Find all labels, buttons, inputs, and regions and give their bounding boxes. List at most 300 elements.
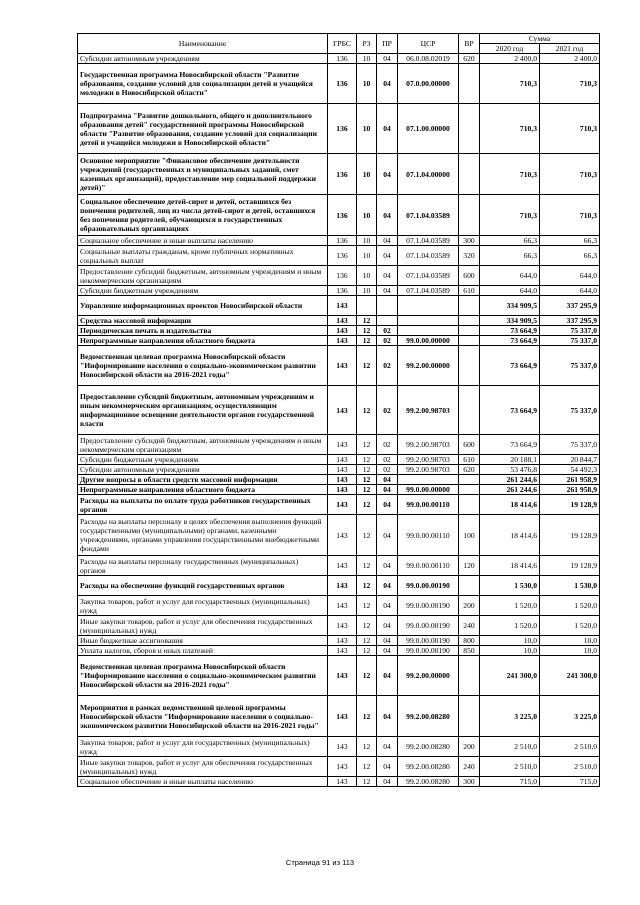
cell-vr: 610 bbox=[459, 455, 480, 465]
cell-rz: 12 bbox=[357, 455, 377, 465]
table-row bbox=[78, 296, 600, 316]
header-year-2021: 2021 год bbox=[540, 44, 600, 54]
cell-2021: 75 337,0 bbox=[540, 326, 600, 336]
cell-csr: 07.1.04.03589 bbox=[398, 236, 459, 246]
cell-2020: 334 909,5 bbox=[480, 316, 540, 326]
table-row bbox=[78, 495, 600, 515]
cell-csr: 99.2.00.08280 bbox=[398, 777, 459, 787]
cell-vr: 620 bbox=[459, 465, 480, 475]
cell-2020: 710,3 bbox=[480, 64, 540, 104]
table-row bbox=[78, 737, 600, 757]
cell-pr: 04 bbox=[377, 195, 398, 236]
cell-csr: 99.2.00.08280 bbox=[398, 737, 459, 757]
cell-rz: 12 bbox=[357, 316, 377, 326]
cell-pr: 04 bbox=[377, 266, 398, 286]
cell-grbs: 136 bbox=[328, 154, 357, 195]
cell-2020: 10,0 bbox=[480, 646, 540, 656]
cell-pr: 04 bbox=[377, 475, 398, 485]
cell-2020: 73 664,9 bbox=[480, 326, 540, 336]
table-row bbox=[78, 465, 600, 475]
cell-rz: 10 bbox=[357, 54, 377, 64]
header-pr: ПР bbox=[377, 34, 398, 54]
cell-pr: 04 bbox=[377, 616, 398, 636]
cell-grbs: 143 bbox=[328, 455, 357, 465]
cell-grbs: 136 bbox=[328, 104, 357, 154]
cell-pr: 02 bbox=[377, 435, 398, 455]
cell-grbs: 143 bbox=[328, 696, 357, 737]
cell-vr: 600 bbox=[459, 266, 480, 286]
cell-name: Предоставление субсидий бюджетным, автономным учреждениям и иным некоммерческим организациям, осуществляющим информационное освещение деятельности органов государственной власти bbox=[78, 386, 328, 435]
cell-2021: 261 958,9 bbox=[540, 485, 600, 495]
cell-name: Социальное обеспечение и иные выплаты населению bbox=[78, 236, 328, 246]
table-row bbox=[78, 596, 600, 616]
cell-csr bbox=[398, 475, 459, 485]
cell-pr: 04 bbox=[377, 154, 398, 195]
cell-2021: 19 128,9 bbox=[540, 495, 600, 515]
table-row bbox=[78, 386, 600, 435]
table-header bbox=[78, 34, 600, 54]
cell-name: Расходы на выплаты персоналу государственных (муниципальных) органов bbox=[78, 556, 328, 576]
cell-rz: 10 bbox=[357, 266, 377, 286]
cell-pr: 04 bbox=[377, 286, 398, 296]
cell-rz: 12 bbox=[357, 495, 377, 515]
cell-name: Средства массовой информации bbox=[78, 316, 328, 326]
cell-csr: 07.1.04.00000 bbox=[398, 154, 459, 195]
cell-2021: 241 300,0 bbox=[540, 656, 600, 696]
cell-grbs: 143 bbox=[328, 576, 357, 596]
cell-grbs: 143 bbox=[328, 296, 357, 316]
cell-name: Ведомственная целевая программа Новосибирской области "Информирование населения о социально-экономическом развитии Новосибирской области на 2016-2021 годы" bbox=[78, 656, 328, 696]
cell-pr: 04 bbox=[377, 515, 398, 556]
cell-csr bbox=[398, 316, 459, 326]
cell-name: Основное мероприятие "Финансовое обеспечение деятельности учреждений (государственных и муниципальных заданий, смет казенных организаций), предоставление мер социальной поддержки детей)" bbox=[78, 154, 328, 195]
cell-2020: 241 300,0 bbox=[480, 656, 540, 696]
cell-csr: 99.2.00.00000 bbox=[398, 346, 459, 386]
cell-vr bbox=[459, 475, 480, 485]
cell-grbs: 143 bbox=[328, 737, 357, 757]
cell-pr: 04 bbox=[377, 236, 398, 246]
table-row bbox=[78, 246, 600, 266]
cell-csr: 99.0.00.00110 bbox=[398, 556, 459, 576]
cell-2021: 710,3 bbox=[540, 104, 600, 154]
cell-name: Иные закупки товаров, работ и услуг для обеспечения государственных (муниципальных) нужд bbox=[78, 616, 328, 636]
cell-pr: 02 bbox=[377, 336, 398, 346]
cell-csr: 99.2.00.98703 bbox=[398, 386, 459, 435]
cell-vr bbox=[459, 316, 480, 326]
header-year-2020: 2020 год bbox=[480, 44, 540, 54]
cell-2021: 644,0 bbox=[540, 266, 600, 286]
cell-vr bbox=[459, 104, 480, 154]
header-rz: РЗ bbox=[357, 34, 377, 54]
cell-vr bbox=[459, 154, 480, 195]
cell-vr bbox=[459, 696, 480, 737]
cell-2021: 75 337,0 bbox=[540, 336, 600, 346]
cell-csr: 99.2.00.98703 bbox=[398, 455, 459, 465]
cell-2020: 73 664,9 bbox=[480, 386, 540, 435]
cell-2021: 1 520,0 bbox=[540, 596, 600, 616]
table-row bbox=[78, 455, 600, 465]
cell-name: Расходы на обеспечение функций государственных органов bbox=[78, 576, 328, 596]
table-row bbox=[78, 576, 600, 596]
cell-vr: 300 bbox=[459, 236, 480, 246]
cell-2021: 2 400,0 bbox=[540, 54, 600, 64]
cell-rz: 12 bbox=[357, 336, 377, 346]
cell-vr: 240 bbox=[459, 757, 480, 777]
cell-rz: 12 bbox=[357, 576, 377, 596]
cell-name: Субсидии бюджетным учреждениям bbox=[78, 455, 328, 465]
cell-vr bbox=[459, 296, 480, 316]
cell-rz: 12 bbox=[357, 326, 377, 336]
table-row bbox=[78, 636, 600, 646]
cell-grbs: 143 bbox=[328, 636, 357, 646]
table-row bbox=[78, 515, 600, 556]
cell-csr: 99.2.00.08280 bbox=[398, 696, 459, 737]
cell-vr: 600 bbox=[459, 435, 480, 455]
cell-csr: 99.0.00.00190 bbox=[398, 646, 459, 656]
cell-vr: 850 bbox=[459, 646, 480, 656]
cell-csr: 07.1.04.03589 bbox=[398, 266, 459, 286]
cell-2020: 1 520,0 bbox=[480, 596, 540, 616]
cell-grbs: 143 bbox=[328, 495, 357, 515]
cell-name: Субсидии бюджетным учреждениям bbox=[78, 286, 328, 296]
cell-csr: 99.0.00.00000 bbox=[398, 485, 459, 495]
cell-2021: 710,3 bbox=[540, 154, 600, 195]
cell-2020: 53 476,8 bbox=[480, 465, 540, 475]
cell-vr: 100 bbox=[459, 515, 480, 556]
header-name: Наименование bbox=[78, 34, 328, 54]
header-csr: ЦСР bbox=[398, 34, 459, 54]
cell-grbs: 143 bbox=[328, 616, 357, 636]
cell-rz: 10 bbox=[357, 195, 377, 236]
cell-vr: 800 bbox=[459, 636, 480, 646]
cell-vr: 240 bbox=[459, 616, 480, 636]
cell-2020: 18 414,6 bbox=[480, 556, 540, 576]
cell-2021: 19 128,9 bbox=[540, 515, 600, 556]
cell-pr: 04 bbox=[377, 246, 398, 266]
cell-rz: 12 bbox=[357, 757, 377, 777]
cell-rz: 10 bbox=[357, 236, 377, 246]
cell-vr bbox=[459, 495, 480, 515]
cell-rz: 12 bbox=[357, 485, 377, 495]
cell-2020: 18 414,6 bbox=[480, 495, 540, 515]
table-row bbox=[78, 475, 600, 485]
cell-grbs: 143 bbox=[328, 316, 357, 326]
cell-vr bbox=[459, 195, 480, 236]
cell-csr: 99.2.00.00000 bbox=[398, 656, 459, 696]
cell-vr: 200 bbox=[459, 596, 480, 616]
table-row bbox=[78, 236, 600, 246]
cell-vr: 610 bbox=[459, 286, 480, 296]
cell-2021: 54 492,3 bbox=[540, 465, 600, 475]
cell-2021: 715,0 bbox=[540, 777, 600, 787]
table-row bbox=[78, 64, 600, 104]
cell-csr: 99.2.00.98703 bbox=[398, 465, 459, 475]
cell-name: Уплата налогов, сборов и иных платежей bbox=[78, 646, 328, 656]
cell-2020: 710,3 bbox=[480, 154, 540, 195]
cell-2021: 644,0 bbox=[540, 286, 600, 296]
cell-pr: 04 bbox=[377, 64, 398, 104]
cell-pr: 04 bbox=[377, 104, 398, 154]
cell-rz: 10 bbox=[357, 286, 377, 296]
table-row bbox=[78, 757, 600, 777]
cell-grbs: 143 bbox=[328, 656, 357, 696]
table-row bbox=[78, 286, 600, 296]
cell-csr: 99.0.00.00190 bbox=[398, 636, 459, 646]
header-vr: ВР bbox=[459, 34, 480, 54]
cell-2020: 66,3 bbox=[480, 246, 540, 266]
cell-2020: 710,3 bbox=[480, 104, 540, 154]
cell-2020: 66,3 bbox=[480, 236, 540, 246]
cell-csr: 07.1.04.03589 bbox=[398, 286, 459, 296]
cell-grbs: 143 bbox=[328, 596, 357, 616]
cell-2021: 10,0 bbox=[540, 636, 600, 646]
cell-2021: 3 225,0 bbox=[540, 696, 600, 737]
cell-2021: 75 337,0 bbox=[540, 346, 600, 386]
table-row bbox=[78, 154, 600, 195]
table-row bbox=[78, 485, 600, 495]
cell-csr: 99.0.00.00110 bbox=[398, 515, 459, 556]
cell-csr: 07.0.00.00000 bbox=[398, 64, 459, 104]
cell-pr: 04 bbox=[377, 757, 398, 777]
table-body bbox=[78, 54, 600, 787]
table-row bbox=[78, 616, 600, 636]
cell-2020: 1 530,0 bbox=[480, 576, 540, 596]
cell-csr bbox=[398, 326, 459, 336]
cell-vr bbox=[459, 656, 480, 696]
cell-vr bbox=[459, 336, 480, 346]
cell-pr: 02 bbox=[377, 465, 398, 475]
cell-pr: 04 bbox=[377, 485, 398, 495]
cell-grbs: 136 bbox=[328, 286, 357, 296]
cell-grbs: 143 bbox=[328, 777, 357, 787]
cell-grbs: 143 bbox=[328, 475, 357, 485]
cell-2020: 2 400,0 bbox=[480, 54, 540, 64]
cell-name: Подпрограмма "Развитие дошкольного, общего и дополнительного образования детей" государственной программы Новосибирской области "Развитие образования, создание условий для социализации детей и учащейся молодежи в Новосибирской области" bbox=[78, 104, 328, 154]
cell-pr bbox=[377, 316, 398, 326]
cell-grbs: 143 bbox=[328, 326, 357, 336]
cell-2020: 73 664,9 bbox=[480, 336, 540, 346]
cell-2020: 715,0 bbox=[480, 777, 540, 787]
cell-grbs: 143 bbox=[328, 515, 357, 556]
header-grbs: ГРБС bbox=[328, 34, 357, 54]
cell-2020: 2 510,0 bbox=[480, 737, 540, 757]
cell-pr: 04 bbox=[377, 54, 398, 64]
table-row bbox=[78, 346, 600, 386]
cell-rz: 12 bbox=[357, 475, 377, 485]
cell-2020: 18 414,6 bbox=[480, 515, 540, 556]
cell-pr: 04 bbox=[377, 646, 398, 656]
cell-csr: 06.0.08.02019 bbox=[398, 54, 459, 64]
cell-rz: 10 bbox=[357, 64, 377, 104]
cell-2021: 710,3 bbox=[540, 64, 600, 104]
cell-csr: 07.1.04.03589 bbox=[398, 195, 459, 236]
cell-vr bbox=[459, 576, 480, 596]
cell-2020: 1 520,0 bbox=[480, 616, 540, 636]
cell-rz: 12 bbox=[357, 556, 377, 576]
cell-2021: 75 337,0 bbox=[540, 386, 600, 435]
cell-2021: 66,3 bbox=[540, 236, 600, 246]
cell-rz: 12 bbox=[357, 386, 377, 435]
cell-vr: 320 bbox=[459, 246, 480, 266]
cell-2020: 73 664,9 bbox=[480, 435, 540, 455]
cell-2020: 2 510,0 bbox=[480, 757, 540, 777]
table-row bbox=[78, 326, 600, 336]
cell-pr: 04 bbox=[377, 556, 398, 576]
cell-vr bbox=[459, 346, 480, 386]
cell-pr: 02 bbox=[377, 386, 398, 435]
cell-grbs: 143 bbox=[328, 556, 357, 576]
cell-grbs: 136 bbox=[328, 64, 357, 104]
cell-grbs: 136 bbox=[328, 195, 357, 236]
cell-name: Управление информационных проектов Новосибирской области bbox=[78, 296, 328, 316]
cell-name: Субсидии автономным учреждениям bbox=[78, 54, 328, 64]
cell-2021: 337 295,9 bbox=[540, 296, 600, 316]
cell-2021: 2 510,0 bbox=[540, 757, 600, 777]
table-row bbox=[78, 646, 600, 656]
cell-name: Субсидии автономным учреждениям bbox=[78, 465, 328, 475]
cell-rz: 10 bbox=[357, 104, 377, 154]
cell-name: Ведомственная целевая программа Новосибирской области "Информирование населения о социально-экономическом развитии Новосибирской области на 2016-2021 годы" bbox=[78, 346, 328, 386]
cell-pr: 04 bbox=[377, 737, 398, 757]
table-row bbox=[78, 556, 600, 576]
cell-csr: 99.0.00.00190 bbox=[398, 616, 459, 636]
cell-2020: 334 909,5 bbox=[480, 296, 540, 316]
cell-2021: 75 337,0 bbox=[540, 435, 600, 455]
cell-2021: 66,3 bbox=[540, 246, 600, 266]
cell-pr: 04 bbox=[377, 596, 398, 616]
cell-csr bbox=[398, 296, 459, 316]
page-number: Страница 91 из 113 bbox=[285, 858, 355, 867]
table-row bbox=[78, 435, 600, 455]
cell-pr: 04 bbox=[377, 656, 398, 696]
cell-2021: 1 520,0 bbox=[540, 616, 600, 636]
cell-name: Иные закупки товаров, работ и услуг для обеспечения государственных (муниципальных) нужд bbox=[78, 757, 328, 777]
cell-2021: 261 958,9 bbox=[540, 475, 600, 485]
cell-name: Расходы на выплаты персоналу в целях обеспечения выполнения функций государственными (муниципальными) органами, казенными учреждениями, органами управления государственными внебюджетными фондами bbox=[78, 515, 328, 556]
cell-vr: 620 bbox=[459, 54, 480, 64]
cell-vr bbox=[459, 485, 480, 495]
cell-rz: 10 bbox=[357, 246, 377, 266]
cell-name: Закупка товаров, работ и услуг для государственных (муниципальных) нужд bbox=[78, 737, 328, 757]
cell-rz: 12 bbox=[357, 435, 377, 455]
table-row bbox=[78, 696, 600, 737]
cell-2021: 19 128,9 bbox=[540, 556, 600, 576]
cell-grbs: 143 bbox=[328, 435, 357, 455]
cell-csr: 99.0.00.00000 bbox=[398, 336, 459, 346]
cell-name: Социальные выплаты гражданам, кроме публичных нормативных социальных выплат bbox=[78, 246, 328, 266]
cell-grbs: 143 bbox=[328, 485, 357, 495]
cell-name: Государственная программа Новосибирской области "Развитие образования, создание условий для социализации детей и учащейся молодежи в Новосибирской области" bbox=[78, 64, 328, 104]
cell-name: Социальное обеспечение детей-сирот и детей, оставшихся без попечения родителей, лиц из числа детей-сирот и детей, оставшихся без попечения родителей, обучающихся в государственных образовательных организациях bbox=[78, 195, 328, 236]
cell-pr: 04 bbox=[377, 576, 398, 596]
table-row bbox=[78, 336, 600, 346]
cell-name: Предоставление субсидий бюджетным, автономным учреждениям и иным некоммерческим организациям bbox=[78, 266, 328, 286]
table-row bbox=[78, 656, 600, 696]
cell-name: Социальное обеспечение и иные выплаты населению bbox=[78, 777, 328, 787]
cell-name: Мероприятия в рамках ведомственной целевой программы Новосибирской области "Информирование населения о социально-экономическом развитии Новосибирской области на 2016-2021 годы" bbox=[78, 696, 328, 737]
cell-rz: 12 bbox=[357, 465, 377, 475]
cell-name: Непрограммные направления областного бюджета bbox=[78, 485, 328, 495]
header-sum: Сумма bbox=[480, 34, 600, 44]
cell-grbs: 143 bbox=[328, 757, 357, 777]
cell-rz: 10 bbox=[357, 154, 377, 195]
cell-rz: 12 bbox=[357, 656, 377, 696]
cell-grbs: 143 bbox=[328, 465, 357, 475]
cell-rz: 12 bbox=[357, 515, 377, 556]
cell-rz: 12 bbox=[357, 616, 377, 636]
cell-2021: 20 844,7 bbox=[540, 455, 600, 465]
cell-name: Предоставление субсидий бюджетным, автономным учреждениям и иным некоммерческим организациям bbox=[78, 435, 328, 455]
table-row bbox=[78, 316, 600, 326]
cell-2020: 644,0 bbox=[480, 286, 540, 296]
cell-2021: 1 530,0 bbox=[540, 576, 600, 596]
cell-rz: 12 bbox=[357, 596, 377, 616]
cell-pr: 04 bbox=[377, 777, 398, 787]
cell-csr: 07.1.04.03589 bbox=[398, 246, 459, 266]
cell-grbs: 136 bbox=[328, 246, 357, 266]
cell-grbs: 136 bbox=[328, 236, 357, 246]
cell-rz bbox=[357, 296, 377, 316]
cell-pr bbox=[377, 296, 398, 316]
cell-csr: 07.1.00.00000 bbox=[398, 104, 459, 154]
budget-table bbox=[77, 33, 600, 787]
cell-2021: 2 510,0 bbox=[540, 737, 600, 757]
cell-pr: 04 bbox=[377, 696, 398, 737]
cell-rz: 12 bbox=[357, 636, 377, 646]
cell-csr: 99.0.00.00110 bbox=[398, 495, 459, 515]
cell-pr: 04 bbox=[377, 495, 398, 515]
cell-csr: 99.2.00.98703 bbox=[398, 435, 459, 455]
table-row bbox=[78, 195, 600, 236]
cell-vr bbox=[459, 326, 480, 336]
cell-grbs: 143 bbox=[328, 336, 357, 346]
cell-pr: 02 bbox=[377, 455, 398, 465]
cell-2020: 261 244,6 bbox=[480, 475, 540, 485]
cell-name: Другие вопросы в области средств массовой информации bbox=[78, 475, 328, 485]
cell-name: Закупка товаров, работ и услуг для государственных (муниципальных) нужд bbox=[78, 596, 328, 616]
cell-2021: 710,3 bbox=[540, 195, 600, 236]
cell-grbs: 143 bbox=[328, 646, 357, 656]
cell-rz: 12 bbox=[357, 346, 377, 386]
cell-csr: 99.0.00.00190 bbox=[398, 576, 459, 596]
cell-2021: 337 295,9 bbox=[540, 316, 600, 326]
cell-2021: 10,0 bbox=[540, 646, 600, 656]
cell-rz: 12 bbox=[357, 646, 377, 656]
cell-pr: 02 bbox=[377, 346, 398, 386]
cell-rz: 12 bbox=[357, 777, 377, 787]
cell-2020: 644,0 bbox=[480, 266, 540, 286]
cell-2020: 73 664,9 bbox=[480, 346, 540, 386]
cell-2020: 10,0 bbox=[480, 636, 540, 646]
cell-vr bbox=[459, 64, 480, 104]
cell-2020: 710,3 bbox=[480, 195, 540, 236]
table-row bbox=[78, 777, 600, 787]
cell-vr: 200 bbox=[459, 737, 480, 757]
cell-vr bbox=[459, 386, 480, 435]
cell-vr: 300 bbox=[459, 777, 480, 787]
table-row bbox=[78, 104, 600, 154]
cell-rz: 12 bbox=[357, 737, 377, 757]
cell-name: Непрограммные направления областного бюджета bbox=[78, 336, 328, 346]
table-row bbox=[78, 54, 600, 64]
cell-csr: 99.0.00.00190 bbox=[398, 596, 459, 616]
cell-2020: 20 188,1 bbox=[480, 455, 540, 465]
cell-2020: 3 225,0 bbox=[480, 696, 540, 737]
cell-name: Иные бюджетные ассигнования bbox=[78, 636, 328, 646]
cell-2020: 261 244,6 bbox=[480, 485, 540, 495]
cell-grbs: 136 bbox=[328, 266, 357, 286]
cell-name: Периодическая печать и издательства bbox=[78, 326, 328, 336]
